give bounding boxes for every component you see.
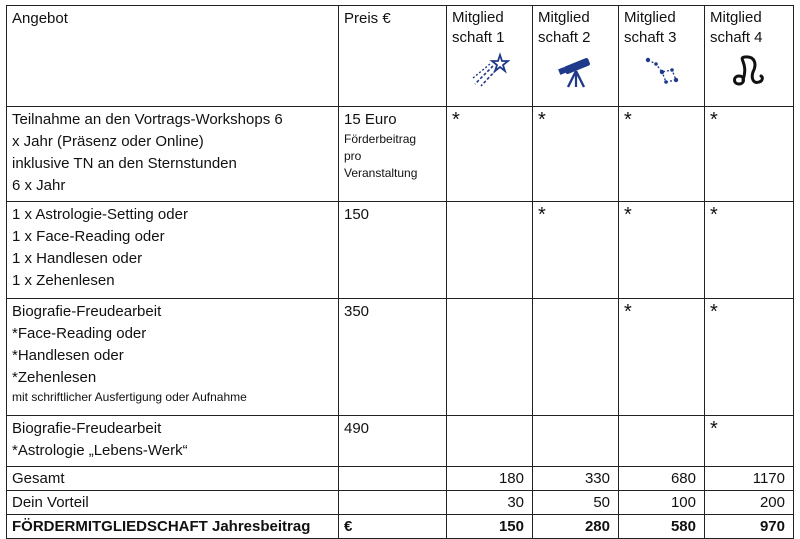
offer-header: Angebot [7, 6, 339, 107]
membership-pricing-table [6, 5, 794, 539]
membership-mark: * [619, 299, 705, 416]
membership-mark: * [705, 416, 794, 467]
membership-mark: * [705, 299, 794, 416]
membership-1-header [447, 6, 533, 107]
price-cell: 350 [339, 299, 447, 416]
constellation-icon [642, 52, 682, 88]
offer-cell [7, 299, 339, 416]
offer-note: mit schriftlicher Ausfertigung oder Aufnahme [12, 390, 247, 404]
offer-line: *Astrologie „Lebens-Werk“ [12, 442, 188, 459]
membership-mark [533, 299, 619, 416]
membership-2-label-line2: schaft 2 [538, 29, 591, 46]
offer-line: Biografie-Freudearbeit [12, 420, 162, 437]
price-value: 15 Euro [344, 111, 397, 128]
membership-mark: * [705, 107, 794, 202]
membership-4-label-line1: Mitglied [710, 9, 762, 26]
price-note: Veranstaltung [344, 166, 418, 180]
annual-fee-row [7, 515, 794, 539]
membership-2-header [533, 6, 619, 107]
offer-line: 1 x Handlesen oder [12, 250, 143, 267]
offer-line: 1 x Astrologie-Setting oder [12, 206, 188, 223]
offer-row [7, 416, 794, 467]
total-value: 180 [447, 467, 533, 491]
annual-fee-value: 280 [533, 515, 619, 539]
membership-mark [619, 416, 705, 467]
annual-fee-currency: € [339, 515, 447, 539]
offer-row [7, 107, 794, 202]
offer-line: x Jahr (Präsenz oder Online) [12, 133, 204, 150]
membership-1-label-line1: Mitglied [452, 9, 504, 26]
advantage-row [7, 491, 794, 515]
annual-fee-value: 150 [447, 515, 533, 539]
offer-line: inklusive TN an den Sternstunden [12, 155, 237, 172]
price-note: Förderbeitrag [344, 132, 417, 146]
totals-price-cell [339, 467, 447, 491]
advantage-value: 30 [447, 491, 533, 515]
offer-line: *Handlesen oder [12, 347, 124, 364]
shooting-star-icon [470, 52, 510, 88]
price-cell: 150 [339, 202, 447, 299]
total-value: 680 [619, 467, 705, 491]
advantage-value: 50 [533, 491, 619, 515]
offer-row [7, 299, 794, 416]
membership-mark: * [619, 107, 705, 202]
membership-mark [533, 416, 619, 467]
total-value: 330 [533, 467, 619, 491]
offer-line: Biografie-Freudearbeit [12, 303, 162, 320]
membership-1-label-line2: schaft 1 [452, 29, 505, 46]
membership-2-label-line1: Mitglied [538, 9, 590, 26]
header-row [7, 6, 794, 107]
membership-mark: * [619, 202, 705, 299]
membership-mark: * [705, 202, 794, 299]
membership-3-label-line2: schaft 3 [624, 29, 677, 46]
telescope-icon [556, 52, 596, 88]
price-cell [339, 107, 447, 202]
totals-label: Gesamt [7, 467, 339, 491]
membership-3-label-line1: Mitglied [624, 9, 676, 26]
membership-mark: * [533, 202, 619, 299]
annual-fee-label: FÖRDERMITGLIEDSCHAFT Jahresbeitrag [7, 515, 339, 539]
offer-cell [7, 107, 339, 202]
offer-line: *Face-Reading oder [12, 325, 147, 342]
offer-line: 1 x Face-Reading oder [12, 228, 165, 245]
total-value: 1170 [705, 467, 794, 491]
price-header: Preis € [339, 6, 447, 107]
advantage-value: 100 [619, 491, 705, 515]
advantage-label: Dein Vorteil [7, 491, 339, 515]
membership-4-header [705, 6, 794, 107]
membership-3-header [619, 6, 705, 107]
membership-4-label-line2: schaft 4 [710, 29, 763, 46]
membership-mark: * [533, 107, 619, 202]
offer-cell [7, 202, 339, 299]
offer-line: 1 x Zehenlesen [12, 272, 115, 289]
price-cell: 490 [339, 416, 447, 467]
annual-fee-value: 970 [705, 515, 794, 539]
offer-row [7, 202, 794, 299]
offer-cell [7, 416, 339, 467]
totals-row [7, 467, 794, 491]
membership-mark [447, 416, 533, 467]
offer-line: 6 x Jahr [12, 177, 66, 194]
annual-fee-value: 580 [619, 515, 705, 539]
advantage-value: 200 [705, 491, 794, 515]
advantage-price-cell [339, 491, 447, 515]
leo-icon [729, 52, 769, 88]
offer-line: *Zehenlesen [12, 369, 97, 386]
offer-line: Teilnahme an den Vortrags-Workshops 6 [12, 111, 283, 128]
membership-mark [447, 202, 533, 299]
membership-mark [447, 299, 533, 416]
price-note: pro [344, 149, 362, 163]
membership-mark: * [447, 107, 533, 202]
